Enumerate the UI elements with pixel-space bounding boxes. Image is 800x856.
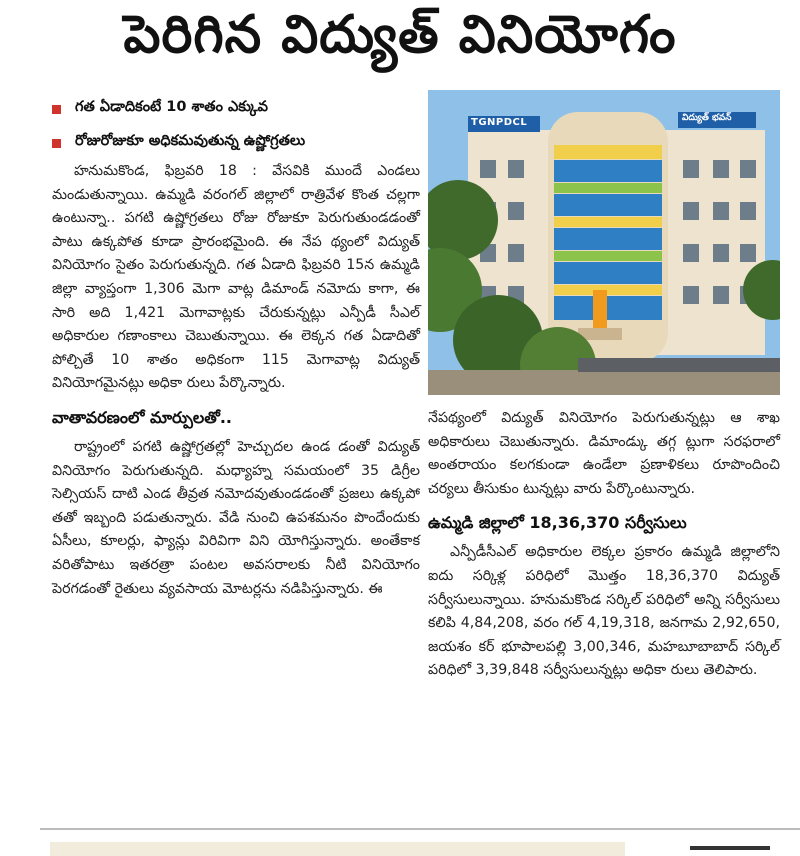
section2-paragraph: ఎన్పీడీసీఎల్ అధికారుల లెక్కల ప్రకారం ఉమ్మడి జిల్లాలోని ఐదు సర్కిళ్ల పరిధిలో మొత్తం 18,36,370 విద్యుత్ సర్వీసులున్నాయి. హనుమకొండ సర్కిల్ పరిధిలో అన్ని సర్వీసులు కలిపి 4,84,208, వరం గల్ 4,19,318, జనగామ 2,92,650, జయశం కర్ భూపాలపల్లి 3,00,346, మహబూబాబాద్ సర్కిల్ పరిధిలో 3,39,848 సర్వీసులున్నట్లు అధికా రులు తెలిపారు.: [428, 544, 780, 679]
section2-heading: ఉమ్మడి జిల్లాలో 18,36,370 సర్వీసులు: [428, 513, 687, 533]
intro-paragraph: హనుమకొండ, ఫిబ్రవరి 18 : వేసవికి ముందే ఎండలు మండుతున్నాయి. ఉమ్మడి వరంగల్ జిల్లాలో రాత్రివేళ కొంత చల్లగా ఉంటున్నా.. పగటి ఉష్ణోగ్రతలు రోజు రోజుకూ పెరుగుతుండడంతో పాటు ఉక్కపోత కూడా ప్రారంభమైంది. ఈ నేప థ్యంలో విద్యుత్ వినియోగం సైతం పెరుగుతున్నది. గత ఏడాది ఫిబ్రవరి 15న ఉమ్మడి జిల్లా వ్యాప్తంగా 1,306 మెగా వాట్ల డిమాండ్ నమోదు కాగా, ఈ సారి అది 1,421 మెగావాట్లకు చేరుకున్నట్లు ఎన్పీడీ సీఎల్ అధికారుల గణాంకాలు చెబుతున్నాయి. ఈ లెక్కన గత ఏడాదితో పోల్చితే 10 శాతం అధికంగా 115 మెగావాట్ల విద్యుత్ వినియోగమైనట్లు అధికా రులు పేర్కొన్నారు.: [52, 163, 420, 392]
section1-paragraph: రాష్ట్రంలో పగటి ఉష్ణోగ్రతల్లో హెచ్చుదల ఉండ డంతో విద్యుత్ వినియోగం పెరుగుతున్నది. మధ్యాహ్న సమయంలో 35 డిగ్రీల సెల్సియస్ దాటి ఎండ తీవ్రత నమోదవుతుండడంతో ప్రజలు ఉక్కపో తతో ఇబ్బంది పడుతున్నారు. వేడి నుంచి ఉపశమనం పొందేందుకు ఏసీలు, కూలర్లు, ఫ్యాన్లు విరివిగా విని యోగిస్తున్నారు. అంతేకాక వరితోపాటు ఇతరత్రా పంటల అవసరాలకు నీటి వినియోగం పెరగడంతో రైతులు వ్యవసాయ మోటర్లను నడిపిస్తున్నారు. ఈ: [52, 438, 420, 597]
bullet-item: [52, 126, 422, 160]
left-column: [52, 160, 420, 601]
section1-heading: వాతావరణంలో మార్పులతో..: [52, 407, 232, 427]
sign-text-right: విద్యుత్ భవన్: [682, 113, 732, 123]
sign-text-left: TGNPDCL: [471, 117, 528, 128]
bullet-square-icon: [52, 139, 61, 148]
building-photo: [428, 90, 780, 395]
headline: పెరిగిన విద్యుత్ వినియోగం: [123, 4, 677, 65]
continuation-paragraph: నేపథ్యంలో విద్యుత్ వినియోగం పెరుగుతున్నట్లు ఆ శాఖ అధికారులు చెబుతున్నారు. డిమాండ్కు తగ్గ ట్లుగా సరఫరాలో అంతరాయం కలగకుండా ఉండేలా ప్రణాళికలు రూపొందించి చర్యలు తీసుకుం టున్నట్లు వారు పేర్కొంటున్నారు.: [428, 410, 780, 497]
next-article-heading-fragment: [690, 836, 790, 856]
next-article-box: [50, 842, 625, 856]
bullet-square-icon: [52, 105, 61, 114]
bullet-text: రోజురోజుకూ అధికమవుతున్న ఉష్ణోగ్రతలు: [75, 133, 306, 149]
bullet-text: గత ఏడాదికంటే 10 శాతం ఎక్కువ: [75, 99, 268, 115]
bullet-item: [52, 92, 422, 126]
bottom-divider: [40, 828, 800, 830]
subhead-bullets: [52, 92, 422, 160]
right-column: [428, 407, 780, 683]
